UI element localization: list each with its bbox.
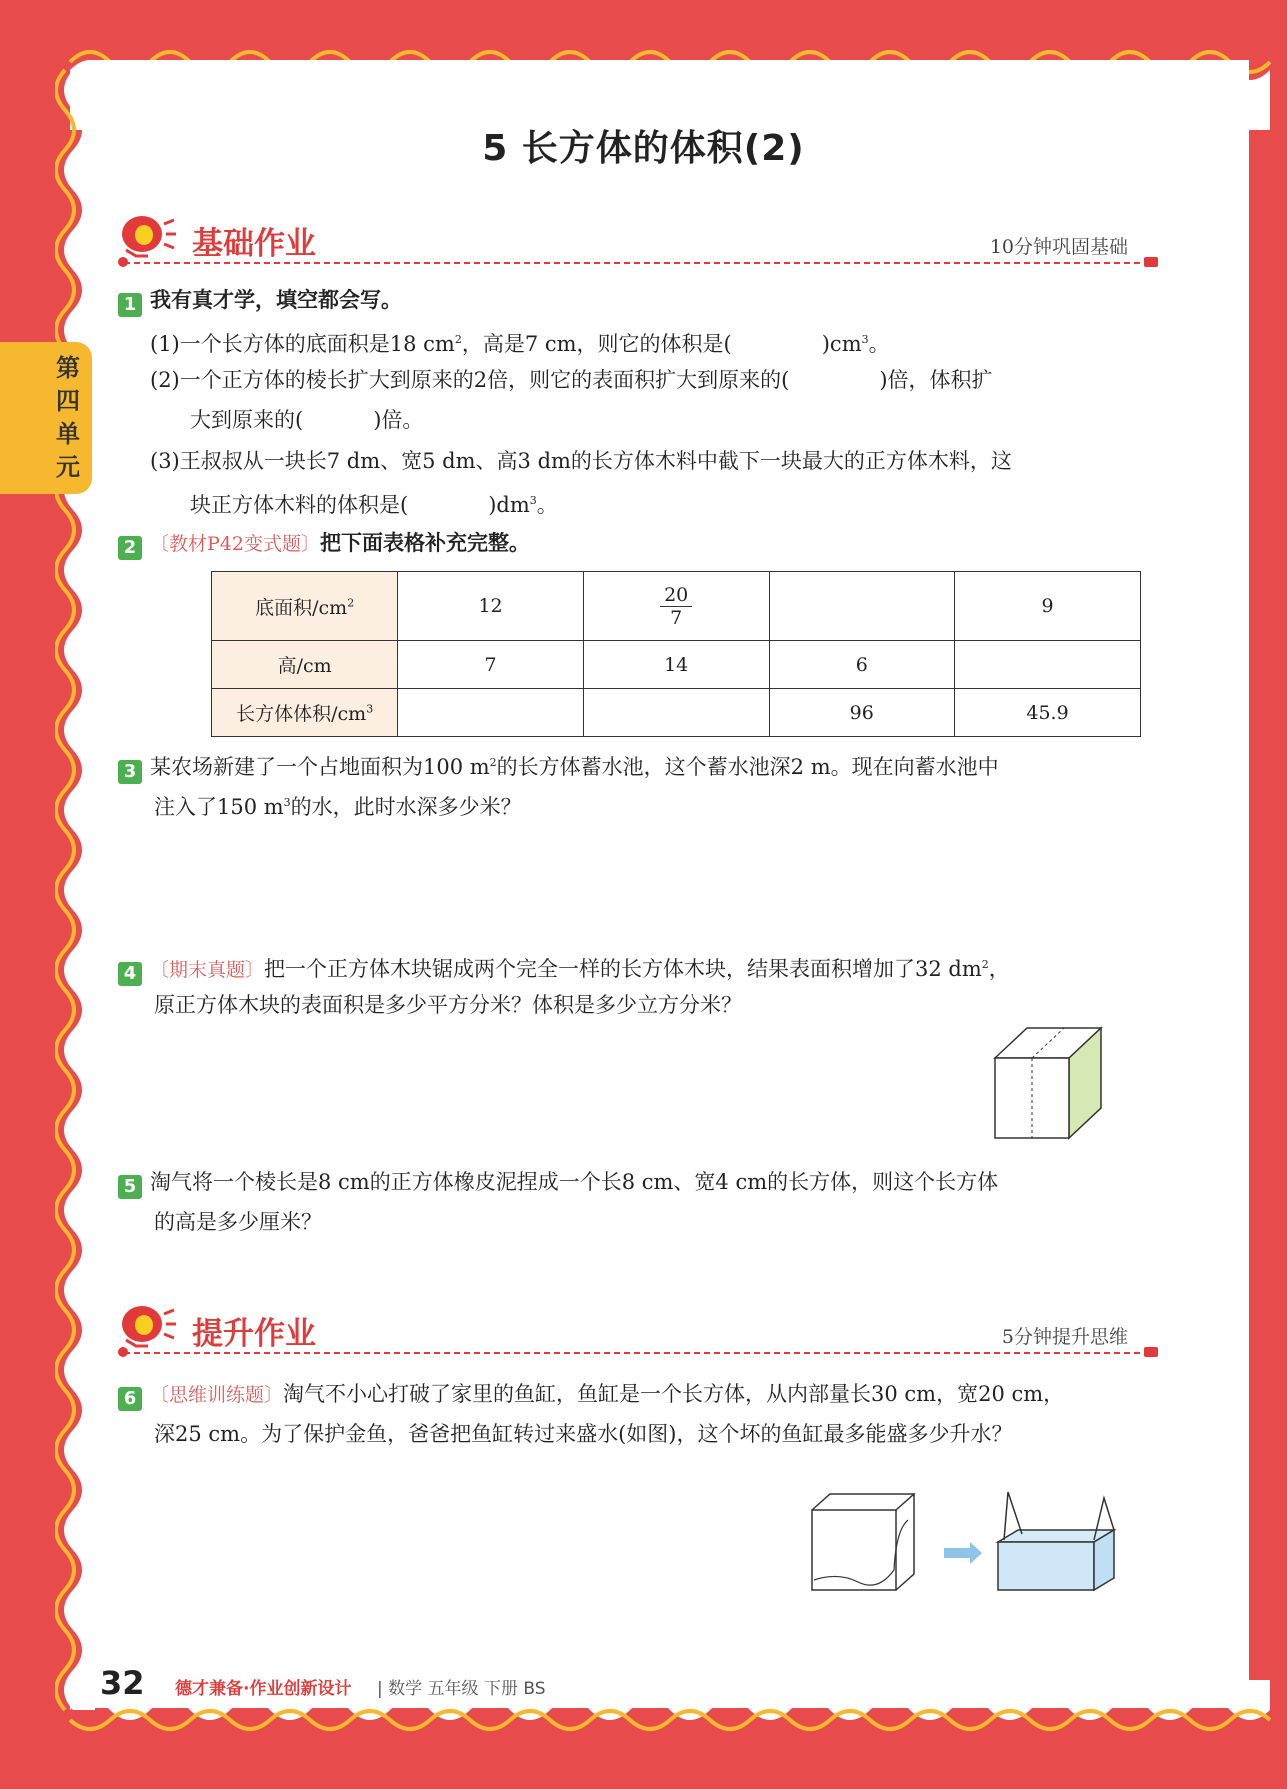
question-4-cont: 原正方体木块的表面积是多少平方分米？体积是多少立方分米？: [154, 993, 742, 1017]
cube-split-figure: [993, 1024, 1113, 1142]
footer: [100, 1664, 546, 1702]
lamp-icon: [118, 1300, 178, 1350]
question-5: 5 淘气将一个棱长是8 cm的正方体橡皮泥捏成一个长8 cm、宽4 cm的长方体，则这个长方体: [118, 1162, 1158, 1202]
book-info: | 数学 五年级 下册 BS: [377, 1679, 546, 1699]
question-3-cont: 注入了150 $m^3$的水，此时水深多少米？: [154, 795, 522, 819]
question-3: 3 某农场新建了一个占地面积为100 $m^2$的长方体蓄水池，这个蓄水池深2 m。现在向蓄水池中: [118, 743, 1158, 787]
page-title: 5 长方体的体积(2): [482, 128, 805, 169]
volume-table: [211, 571, 1141, 737]
table-cell: 7: [398, 641, 584, 689]
q1-part-1: (1)一个长方体的底面积是18 $cm^2$，高是7 cm，则它的体积是( )$cm^3$。: [150, 332, 890, 356]
unit-tab: 第四单元: [0, 342, 92, 494]
table-cell-fraction: $\frac{20}{7}$: [583, 572, 769, 641]
q1-part-2: (2)一个正方体的棱长扩大到原来的2倍，则它的表面积扩大到原来的( )倍，体积扩: [150, 368, 993, 392]
row-label-volume: 长方体体积$/cm^3$: [212, 689, 398, 737]
table-cell[interactable]: [583, 689, 769, 737]
question-4: 4 〔期末真题〕把一个正方体木块锯成两个完全一样的长方体木块，结果表面积增加了32 $dm^2$，: [118, 945, 1158, 990]
row-label-height: 高/cm: [212, 641, 398, 689]
fish-tank-figure: [808, 1490, 1128, 1600]
section-header-advanced: 提升作业 5分钟提升思维: [118, 1300, 1158, 1360]
table-cell[interactable]: [955, 641, 1141, 689]
question-2: 2 〔教材P42变式题〕把下面表格补充完整。: [118, 523, 1158, 564]
table-cell[interactable]: [769, 572, 955, 641]
page-border-left: [55, 50, 115, 1730]
lamp-icon: [118, 210, 178, 260]
table-cell: 45.9: [955, 689, 1141, 737]
question-5-cont: 的高是多少厘米？: [154, 1210, 322, 1234]
series-brand: 德才兼备·作业创新设计: [175, 1679, 352, 1699]
table-cell: 14: [583, 641, 769, 689]
table-cell: 96: [769, 689, 955, 737]
q1-part-3: (3)王叔叔从一块长7 dm、宽5 dm、高3 dm的长方体木料中截下一块最大的正方体木料，这: [150, 449, 1012, 473]
q1-part-2-cont: 大到原来的( )倍。: [190, 408, 424, 432]
question-6: 6 〔思维训练题〕淘气不小心打破了家里的鱼缸，鱼缸是一个长方体，从内部量长30 cm，宽20 cm，: [118, 1374, 1158, 1415]
table-cell: 9: [955, 572, 1141, 641]
question-6-cont: 深25 cm。为了保护金鱼，爸爸把鱼缸转过来盛水(如图)，这个坏的鱼缸最多能盛多少升水？: [154, 1422, 1013, 1446]
table-cell: 12: [398, 572, 584, 641]
q1-part-3-cont: 块正方体木料的体积是( )$dm^3$。: [190, 493, 558, 517]
row-label-base-area: 底面积$/cm^2$: [212, 572, 398, 641]
section-header-basic: 基础作业 10分钟巩固基础: [118, 210, 1158, 270]
table-cell: 6: [769, 641, 955, 689]
table-cell[interactable]: [398, 689, 584, 737]
page-number: 32: [100, 1664, 145, 1702]
question-1: 1 我有真才学，填空都会写。: [118, 280, 1158, 320]
